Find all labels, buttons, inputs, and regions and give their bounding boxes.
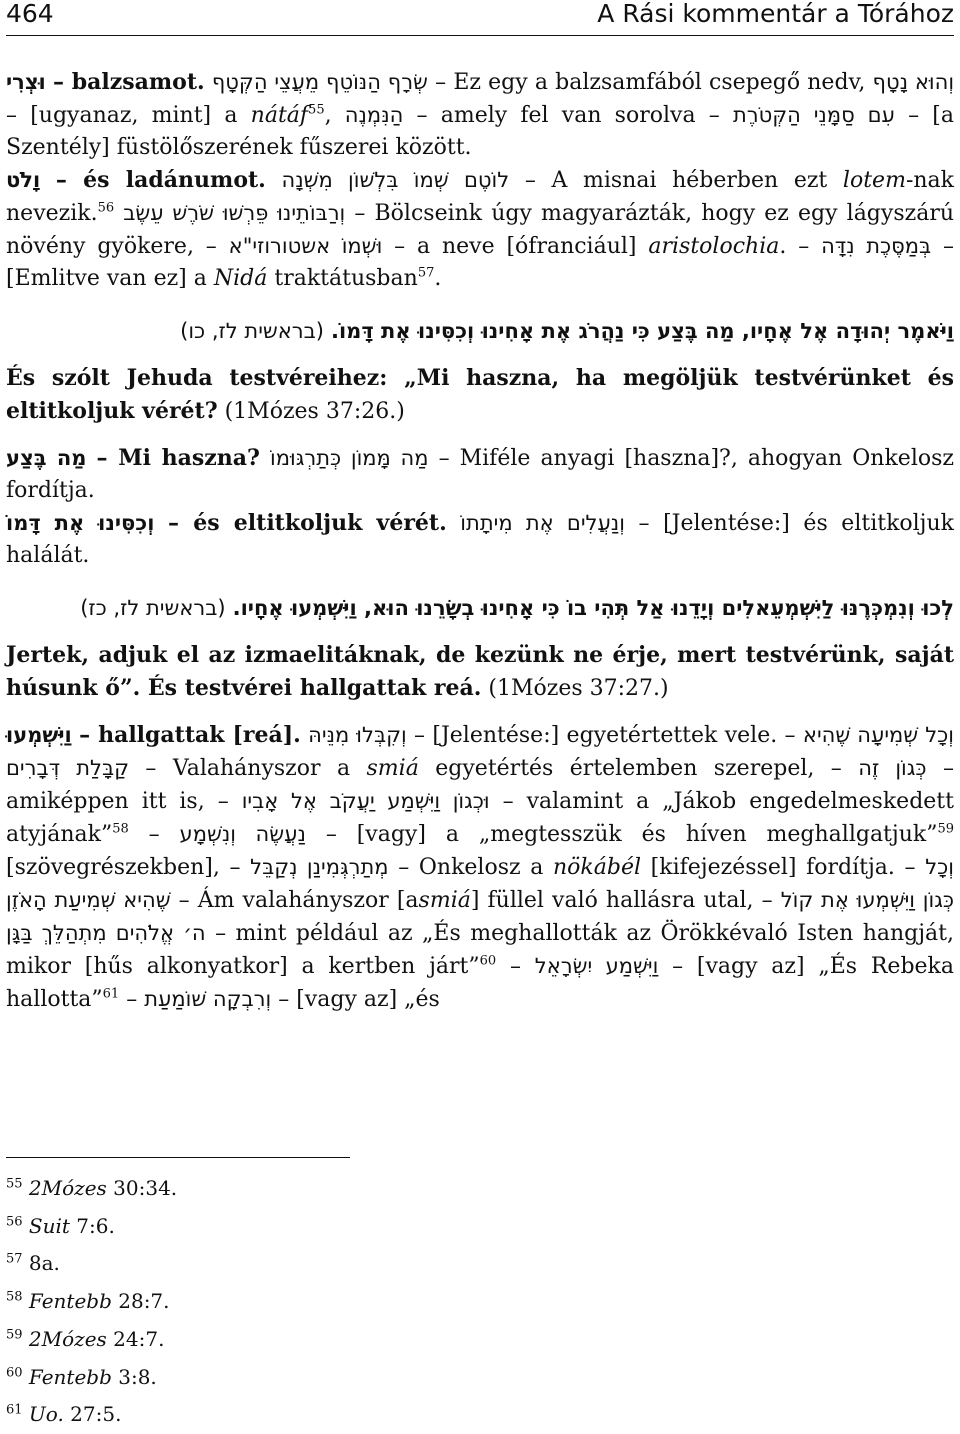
hebrew-gloss: הַנִּמְנֶה xyxy=(344,103,404,127)
gloss-text: [kifejezéssel] fordítja. – xyxy=(650,855,916,880)
verse-reference: (בראשית לז, כו) xyxy=(180,319,324,343)
verse-translation xyxy=(6,362,954,428)
hebrew-gloss: נַעֲשֶׂה וְנִשְׁמָע xyxy=(179,822,306,846)
hebrew-gloss: וְרִבְקָה שׁוֹמַעַת xyxy=(144,987,272,1011)
hebrew-gloss: וְקִבְּלוּ מִנֵּיהּ xyxy=(308,723,407,747)
gloss-text: egyetértés értelemben szerepel, – xyxy=(435,756,842,781)
term: Nidá xyxy=(213,266,268,291)
term: nökábél xyxy=(553,855,642,880)
footnote: $^{57}$ 8a. xyxy=(6,1251,60,1276)
footnote: $^{61}$ Uo. 27:5. xyxy=(6,1402,122,1427)
hebrew-gloss: מְתַרְגְּמִינַן נְקַבֵּל xyxy=(250,855,389,879)
hebrew-lemma: מַה בֶּצַע xyxy=(6,446,87,470)
hebrew-gloss: וְרַבּוֹתֵינוּ פֵּרְשׁוּ שֹׁרֶשׁ עֵשֶׂב xyxy=(123,201,346,225)
commentary-paragraph: וָלֹט – és ladánumot. לוֹטֶם שְׁמוֹ בִּלְשׁוֹן מִשְׁנָה – A misnai héberben ezt lotem-nak nevezik.$^{56}$ וְרַבּוֹתֵינוּ פֵּרְשׁוּ שֹׁרֶשׁ עֵשֶׂב – Bölcseink úgy magyarázták, hogy ez egy lágyszárú növény gyökere, – וּשְׁמוֹ אשטורוזי"א – a neve [ófranciául] aristolochia. – בְּמַסֶּכֶת נִדָּה – [Emlitve van ez] a Nidá traktátusban$^{57}$. xyxy=(6,167,955,291)
gloss-text: – mint például az „És meghallották az Örökkévaló Isten hangját, mikor [hűs alkonyatkor] a kertben járt” xyxy=(6,921,955,979)
hebrew-verse xyxy=(6,315,954,348)
footnote: $^{60}$ Fentebb 3:8. xyxy=(6,1364,157,1389)
hebrew-gloss: שְׂרָף הַנּוֹטֵף מֵעֲצֵי הַקְּטָף xyxy=(211,70,428,94)
verse-text: וַיֹּאמֶר יְהוּדָה אֶל אֶחָיו, מַה בֶּצַע כִּי נַהֲרֹג אֶת אָחִינוּ וְכִסִּינוּ אֶת דָּמוֹ. xyxy=(331,319,954,343)
translation-source: (1Mózes 37:26.) xyxy=(224,399,405,424)
translation-source: (1Mózes 37:27.) xyxy=(488,676,669,701)
term: nátáf xyxy=(250,103,309,128)
gloss-text: – Onkelosz a xyxy=(398,855,544,880)
footnote: $^{59}$ 2Mózes 24:7. xyxy=(6,1326,165,1351)
hebrew-gloss: כְּגוֹן זֶה xyxy=(858,756,927,780)
gloss-text: – A misnai héberben ezt xyxy=(524,168,828,193)
footnote-ref[interactable]: 61 xyxy=(102,986,120,1002)
running-header xyxy=(6,0,954,34)
page-number: 464 xyxy=(6,0,54,28)
verse-text: לְכוּ וְנִמְכְּרֶנּוּ לַיִּשְׁמְעֵאלִים וְיָדֵנוּ אַל תְּהִי בוֹ כִּי אָחִינוּ בְשָׂרֵנוּ הוּא, וַיִּשְׁמְעוּ אֶחָיו. xyxy=(232,596,954,620)
term: smiá xyxy=(418,888,471,913)
translation-text: És szólt Jehuda testvéreihez: „Mi haszna, ha megöljük testvérünket és eltitkoljuk vérét? xyxy=(6,365,954,424)
gloss-text: – Ám valahányszor [a xyxy=(178,888,419,913)
commentary-paragraph: וּצְרִי – balzsamot. שְׂרָף הַנּוֹטֵף מֵעֲצֵי הַקְּטָף – Ez egy a balzsamfából csepegő nedv, וְהוּא נָטָף – [ugyanaz, mint] a nátáf$^{55}$, הַנִּמְנֶה – amely fel van sorolva – עִם סַמָּנֵי הַקְּטֹרֶת – [a Szentély] füstölőszerének fűszerei között. xyxy=(6,69,955,160)
footnote: $^{58}$ Fentebb 28:7. xyxy=(6,1289,170,1314)
term: lotem xyxy=(842,168,906,193)
lemma-translation: – balzsamot. xyxy=(52,69,205,95)
hebrew-gloss: כְּגוֹן וַיִּשְׁמְעוּ אֶת קוֹל ה׳ אֱלֹהִים מִתְהַלֵּךְ בַּגָּן xyxy=(6,888,954,945)
gloss-text: – [vagy] a „megtesszük és híven meghallgatjuk” xyxy=(325,822,938,847)
footnote-ref[interactable]: 55 xyxy=(308,102,325,118)
footnote-ref[interactable]: 60 xyxy=(479,953,497,969)
gloss-text: – Bölcseink úgy magyarázták, hogy ez egy lágyszárú növény gyökere, – xyxy=(6,201,955,259)
gloss-text: – valamint a „Jákob engedelmeskedett atyjának” xyxy=(6,789,954,847)
gloss-text: – [vagy az] „És Rebeka hallotta” xyxy=(6,954,954,1012)
gloss-text: – [vagy az] „és xyxy=(278,987,440,1012)
hebrew-lemma: וַיִּשְׁמְעוּ xyxy=(6,723,72,747)
footnote: $^{56}$ Suit 7:6. xyxy=(6,1213,115,1238)
lemma-translation: – és eltitkoljuk vérét. xyxy=(167,510,447,536)
hebrew-gloss: וּכְגוֹן וַיִּשְׁמַע יַעֲקֹב אֶל אָבִיו xyxy=(241,789,490,813)
gloss-text: – Ez egy a balzsamfából csepegő nedv, xyxy=(435,70,866,95)
gloss-text: – amely fel van sorolva – xyxy=(416,103,720,128)
hebrew-lemma: וְכִסִּינוּ אֶת דָּמוֹ xyxy=(6,511,155,535)
gloss-text: – [Jelentése:] egyetértettek vele. – xyxy=(414,723,796,748)
gloss-text: – Valahányszor a xyxy=(145,756,351,781)
lemma-translation: – Mi haszna? xyxy=(96,445,260,471)
gloss-text: – [ugyanaz, mint] a xyxy=(6,103,238,128)
commentary-paragraph: וַיִּשְׁמְעוּ – hallgattak [reá]. וְקִבְּלוּ מִנֵּיהּ – [Jelentése:] egyetértettek vele. – וְכָל שְׁמִיעָה שֶׁהִיא קַבָּלַת דְּבָרִים – Valahányszor a smiá egyetértés értelemben szerepel, – כְּגוֹן זֶה – amiképpen itt is, – וּכְגוֹן וַיִּשְׁמַע יַעֲקֹב אֶל אָבִיו – valamint a „Jákob engedelmeskedett atyjának”$^{58}$ – נַעֲשֶׂה וְנִשְׁמָע – [vagy] a „megtesszük és híven meghallgatjuk”$^{59}$ [szövegrészekben], – מְתַרְגְּמִינַן נְקַבֵּל – Onkelosz a nökábél [kifejezéssel] fordítja. – וְכָל שֶׁהִיא שְׁמִיעַת הָאֹזֶן – Ám valahányszor [asmiá] füllel való hallásra utal, – כְּגוֹן וַיִּשְׁמְעוּ אֶת קוֹל ה׳ אֱלֹהִים מִתְהַלֵּךְ בַּגָּן – mint például az „És meghallották az Örökkévaló Isten hangját, mikor [hűs alkonyatkor] a kertben járt”$^{60}$ – וַיִּשְׁמַע יִשְׂרָאֵל – [vagy az] „És Rebeka hallotta”$^{61}$ – וְרִבְקָה שׁוֹמַעַת – [vagy az] „és xyxy=(6,722,955,1012)
hebrew-gloss: וְהוּא נָטָף xyxy=(872,70,955,94)
hebrew-gloss: מַה מָּמוֹן כְּתַרְגּוּמוֹ xyxy=(270,446,429,470)
gloss-text: ] füllel való hallásra utal, – xyxy=(470,888,773,913)
hebrew-verse xyxy=(6,592,954,625)
gloss-text: – a neve [ófranciául] xyxy=(394,234,637,259)
commentary-paragraph xyxy=(6,442,954,507)
translation-text: Jertek, adjuk el az izmaelitáknak, de kezünk ne érje, mert testvérünk, saját húsunk ő”. És testvérei hallgattak reá. xyxy=(6,642,954,701)
hebrew-gloss: וְכָל שֶׁהִיא שְׁמִיעַת הָאֹזֶן xyxy=(6,855,954,912)
commentary-paragraph xyxy=(6,507,954,572)
gloss-text: – [Emlitve van ez] a xyxy=(6,234,954,291)
verse-translation xyxy=(6,639,954,705)
term: smiá xyxy=(366,756,419,781)
running-title: A Rási kommentár a Tórához xyxy=(597,0,954,28)
hebrew-gloss: וּשְׁמוֹ אשטורוזי"א xyxy=(228,234,383,258)
footnote-ref[interactable]: 56 xyxy=(97,200,115,216)
hebrew-gloss: עִם סַמָּנֵי הַקְּטֹרֶת xyxy=(732,103,895,127)
hebrew-gloss: וְכָל שְׁמִיעָה שֶׁהִיא קַבָּלַת דְּבָרִים xyxy=(6,723,954,780)
hebrew-lemma: וָלֹט xyxy=(6,168,41,192)
header-rule xyxy=(6,35,954,36)
lemma-translation: – és ladánumot. xyxy=(55,167,266,193)
footnote-rule xyxy=(6,1157,350,1158)
gloss-text: – amiképpen itt is, – xyxy=(6,756,954,814)
footnote: $^{55}$ 2Mózes 30:34. xyxy=(6,1176,178,1200)
gloss-text: – Miféle anyagi [haszna]?, ahogyan Onkelosz fordítja. xyxy=(6,446,954,503)
footnotes xyxy=(6,1170,177,1434)
hebrew-gloss: בְּמַסֶּכֶת נִדָּה xyxy=(821,234,932,258)
footnote-ref[interactable]: 59 xyxy=(937,821,955,837)
hebrew-gloss: וַיִּשְׁמַע יִשְׂרָאֵל xyxy=(534,954,659,978)
hebrew-lemma: וּצְרִי xyxy=(6,70,46,94)
verse-reference: (בראשית לז, כז) xyxy=(80,596,226,620)
lemma-translation: – hallgattak [reá]. xyxy=(79,722,301,748)
term: aristolochia xyxy=(648,234,780,259)
hebrew-gloss: וְנַעֲלִים אֶת מִיתָתוֹ xyxy=(460,511,625,535)
main-text xyxy=(6,66,954,1016)
gloss-text: – [a Szentély] füstölőszerének fűszerei között. xyxy=(6,103,955,160)
gloss-text: – [Jelentése:] és eltitkoljuk halálát. xyxy=(6,511,955,568)
hebrew-gloss: לוֹטֶם שְׁמוֹ בִּלְשׁוֹן מִשְׁנָה xyxy=(281,168,510,192)
footnote-ref[interactable]: 57 xyxy=(417,265,435,281)
footnote-ref[interactable]: 58 xyxy=(112,821,129,837)
